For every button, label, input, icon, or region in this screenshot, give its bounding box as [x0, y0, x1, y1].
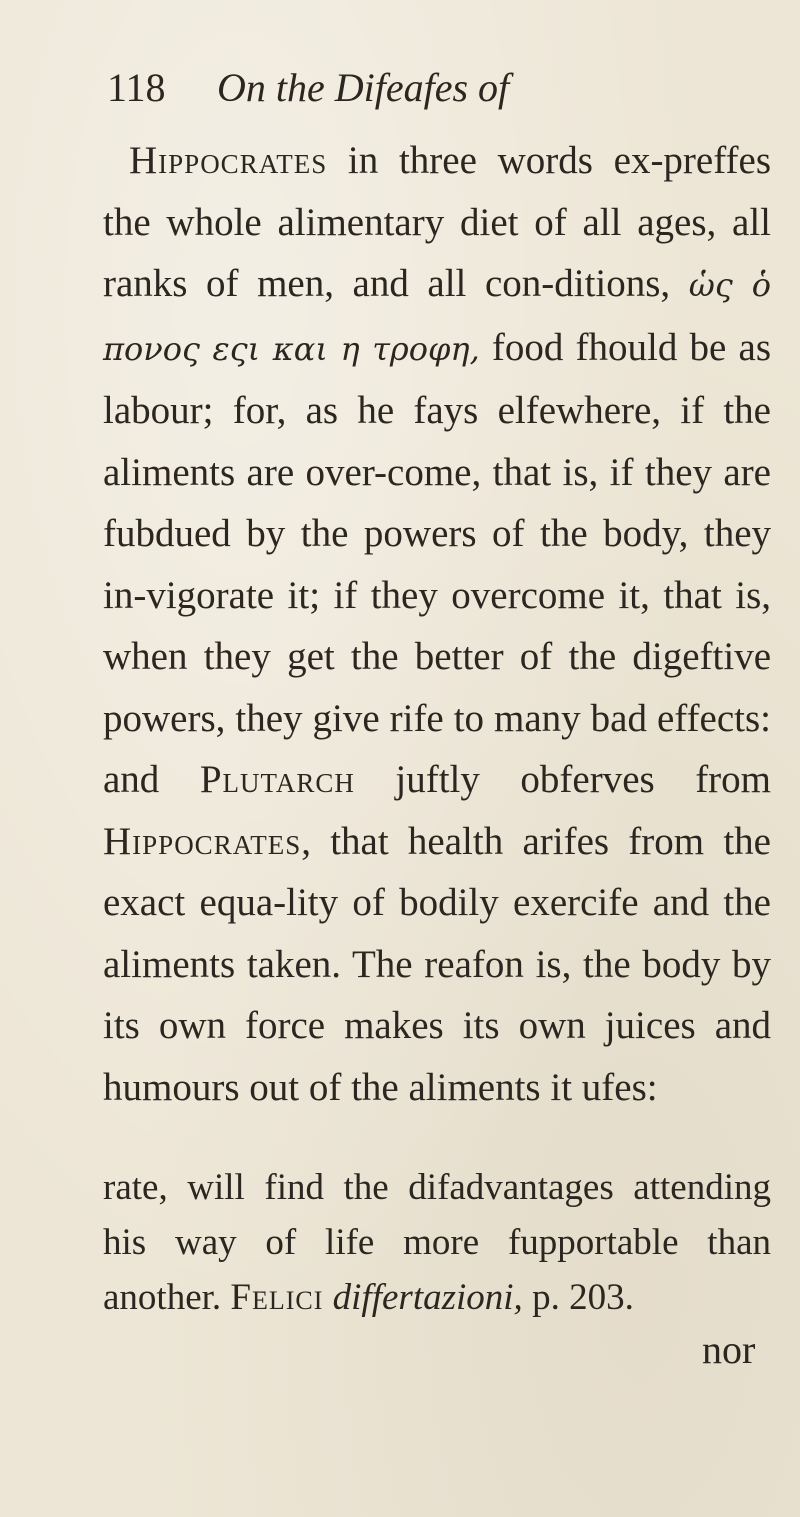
footnote-paragraph — [103, 1160, 771, 1325]
greek-quotation: ὡς ὁ πονος εςι και η τροφη, — [103, 266, 771, 368]
author-name: Hippocrates — [103, 819, 302, 863]
author-name: Plutarch — [199, 758, 355, 801]
text-run: food fhould be as labour; for, as he fays elfewhere, if the aliments are over-come, that is, if they are fubdued by the powers of the body, they in-vigorate it; if they overcome it, that is, when they get the better of the digeftive powers, they give rife to many bad effects: and — [103, 325, 771, 801]
main-text — [103, 130, 771, 1118]
text-run: , that health arifes from the exact equa-lity of bodily exercife and the aliments taken. The reafon is, the body by its own force makes its own juices and humours out of the aliments it ufes: — [103, 819, 771, 1109]
footnote-author: Felici — [230, 1277, 324, 1318]
footnote — [103, 1160, 771, 1325]
footnote-work: differtazioni, — [323, 1277, 523, 1318]
paragraph — [103, 130, 771, 1118]
footnote-page: p. 203. — [522, 1277, 634, 1318]
running-head: On the Difeafes of — [217, 65, 510, 110]
text-run: in three words ex-preffes the whole alimentary diet of all ages, all ranks of men, and all con-ditions, — [103, 139, 771, 305]
text-run: juftly obferves from — [354, 758, 772, 801]
page-header — [107, 58, 767, 118]
author-name: Hippocrates — [129, 139, 328, 182]
footnote-text: rate, will find the difadvantages attending his way of life more fupportable than another. — [103, 1167, 771, 1318]
catchword: nor — [702, 1327, 756, 1372]
page-number: 118 — [107, 65, 166, 110]
